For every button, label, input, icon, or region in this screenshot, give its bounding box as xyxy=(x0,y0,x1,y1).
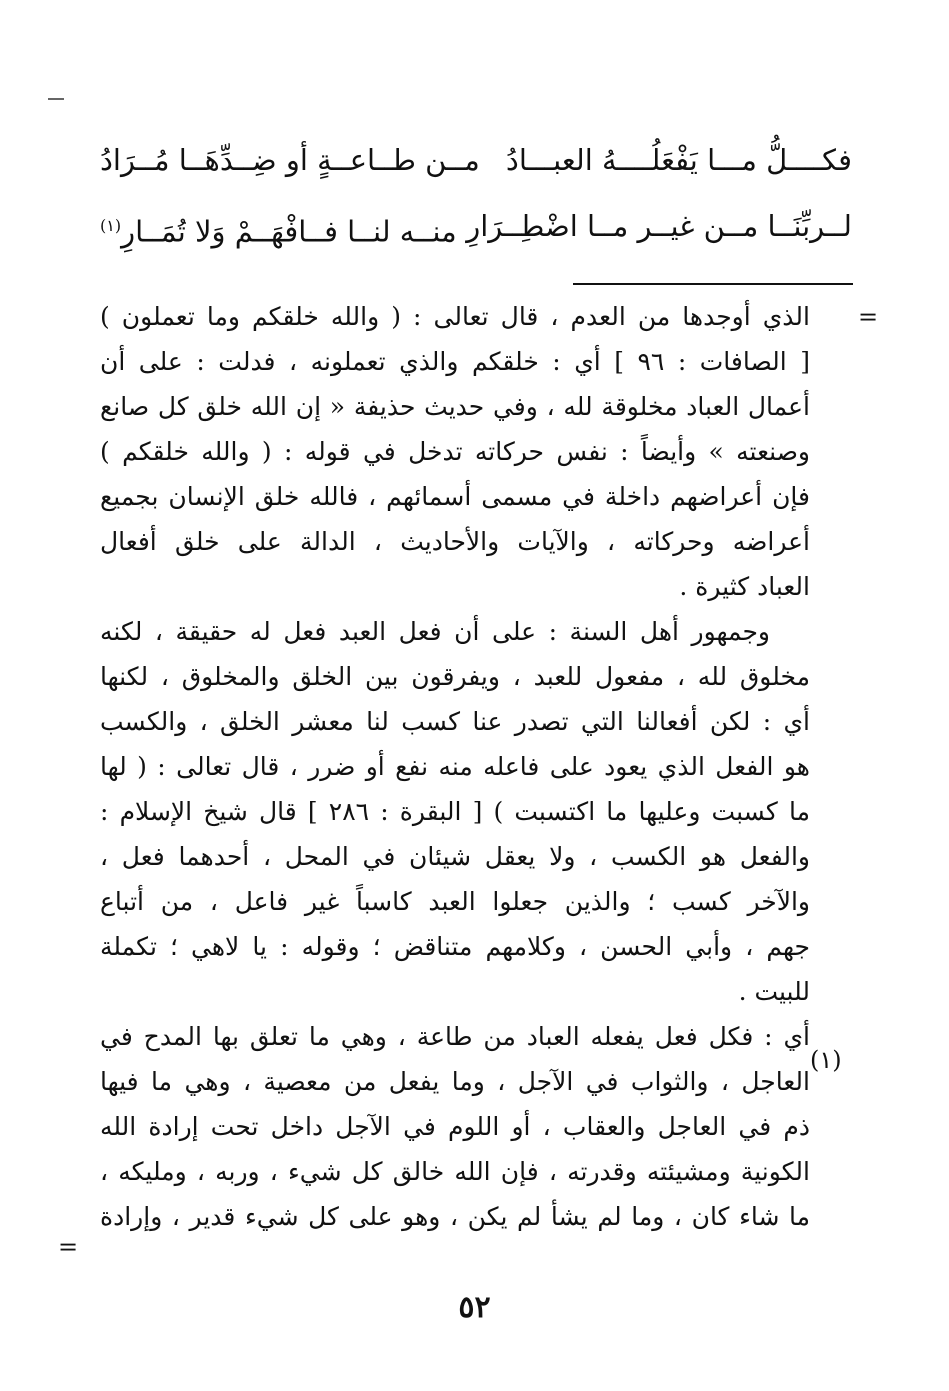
footnote-line: للبيت . xyxy=(738,977,810,1006)
page-number: ٥٢ xyxy=(458,1290,491,1325)
margin-dash-mark xyxy=(48,98,64,100)
footnote-line: أي : فكل فعل يفعله العباد من طاعة ، وهي ما تعلق بها المدح في xyxy=(100,1022,810,1051)
verse-line-2 xyxy=(100,206,852,250)
footnote-line: جهم ، وأبي الحسن ، وكلامهم متناقض ؛ وقوله : يا لاهي ؛ تكملة xyxy=(100,932,810,961)
footnote-paragraph-2 xyxy=(100,609,810,1014)
footnote-1-number: (١) xyxy=(810,1046,842,1074)
footnote-line: ما شاء كان ، وما لم يشأ لم يكن ، وهو على كل شيء قدير ، وإرادة xyxy=(100,1202,810,1231)
footnote-line: ما كسبت وعليها ما اكتسبت ) [ البقرة : ٢٨٦ ] قال شيخ الإسلام : xyxy=(100,797,810,826)
footnote-line: هو الفعل الذي يعود على فاعله منه نفع أو ضرر ، قال تعالى : ( لها xyxy=(100,752,810,781)
footnotes-section xyxy=(100,294,810,1239)
footnote-line: أي : لكن أفعالنا التي تصدر عنا كسب لنا معشر الخلق ، والكسب xyxy=(100,707,810,736)
footnote-line: ذم في العاجل والعقاب ، أو اللوم في الآجل داخل تحت إرادة الله xyxy=(100,1112,810,1141)
footnote-line: [ الصافات : ٩٦ ] أي : خلقكم والذي تعملونه ، فدلت : على أن xyxy=(100,347,810,376)
verse-line-2-first-hemistich: لــربِّنَــا مــن غيــر مــا اضْطِــرَارِ xyxy=(466,209,852,243)
footnote-line: الذي أوجدها من العدم ، قال تعالى : ( والله خلقكم وما تعملون ) xyxy=(100,302,810,331)
footnote-1-block xyxy=(100,1014,810,1239)
footnote-line: والفعل هو الكسب ، ولا يعقل شيئان في المحل ، أحدهما فعل ، xyxy=(100,842,810,871)
footnote-line: فإن أعراضهم داخلة في مسمى أسمائهم ، فالله خلق الإنسان بجميع xyxy=(100,482,810,511)
footnote-line: أعراضه وحركاته ، والآيات والأحاديث ، الدالة على خلق أفعال xyxy=(100,527,810,556)
footnote-line: أعمال العباد مخلوقة لله ، وفي حديث حذيفة « إن الله خلق كل صانع xyxy=(100,392,810,421)
footnote-line: الكونية ومشيئته وقدرته ، فإن الله خالق كل شيء ، وربه ، ومليكه ، xyxy=(100,1157,810,1186)
verse-line-1-first-hemistich: فكــــلُّ مـــا يَفْعَلُــــهُ العبـــادُ xyxy=(505,143,852,177)
footnote-separator-rule xyxy=(573,283,853,285)
footnote-continued-block xyxy=(100,294,810,609)
footnote-line: مخلوق لله ، مفعول للعبد ، ويفرقون بين الخلق والمخلوق ، لكنها xyxy=(100,662,810,691)
footnote-reference-marker: (١) xyxy=(100,216,122,235)
continuation-mark-top: = xyxy=(858,303,879,331)
footnote-line: والآخر كسب ؛ والذين جعلوا العبد كاسباً غير فاعل ، من أتباع xyxy=(100,887,810,916)
verse-line-1-second-hemistich: مــن طــاعــةٍ أو ضِــدِّهَــا مُــرَادُ xyxy=(100,143,480,177)
continuation-mark-bottom: = xyxy=(58,1233,79,1261)
verse-line-1 xyxy=(100,140,852,184)
footnote-line: وصنعته » وأيضاً : نفس حركاته تدخل في قوله : ( والله خلقكم ) xyxy=(100,437,810,466)
footnote-line: العباد كثيرة . xyxy=(679,572,810,601)
verse-line-2-second-hemistich-text: منــه لنــا فــافْهَــمْ وَلا تُمَــارِ xyxy=(121,214,457,249)
footnote-line: العاجل ، والثواب في الآجل ، وما يفعل من معصية ، وهي ما فيها xyxy=(100,1067,810,1096)
footnote-line: وجمهور أهل السنة : على أن فعل العبد فعل له حقيقة ، لكنه xyxy=(100,617,770,646)
verse-line-2-second-hemistich xyxy=(100,206,457,252)
